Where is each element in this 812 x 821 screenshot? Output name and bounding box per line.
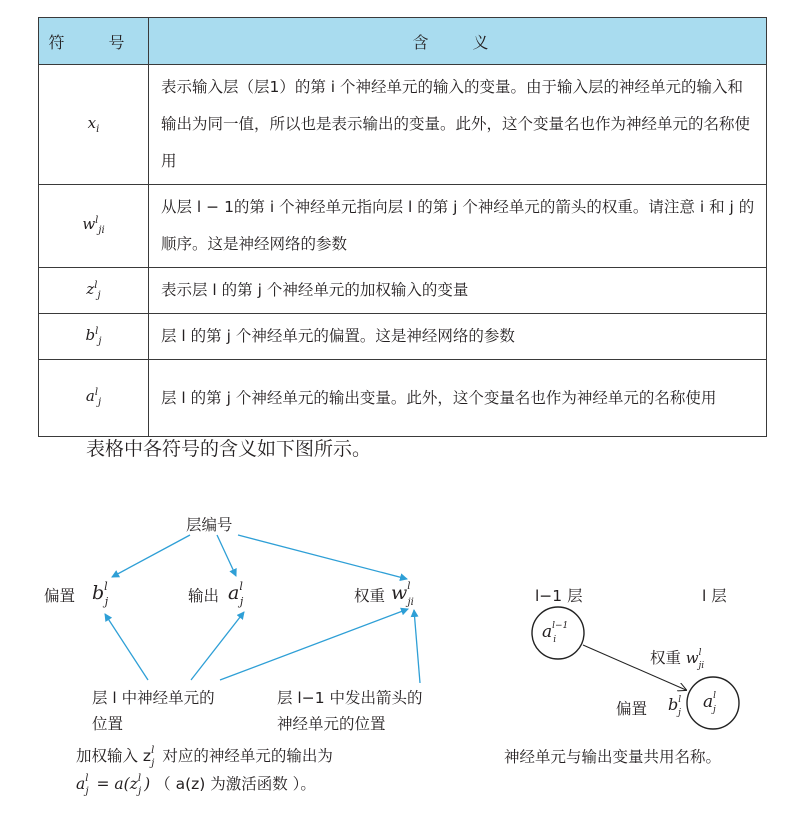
meaning-cell: 层 l 的第 j 个神经单元的偏置。这是神经网络的参数 [149, 314, 767, 360]
right-diagram-caption: 神经单元与输出变量共用名称。 [504, 748, 722, 766]
neuron-cur-symbol: $a^l_j$ [703, 691, 717, 715]
output-label: 输出 [188, 587, 220, 605]
meaning-cell: 层 l 的第 j 个神经单元的输出变量。此外，这个变量名也作为神经单元的名称使用 [149, 360, 767, 437]
arrow-to-output [217, 535, 236, 576]
prev-layer-label: l−1 层 [535, 587, 583, 605]
arrow-pos-to-bias [105, 614, 148, 680]
header-symbol: 符 号 [39, 18, 149, 65]
meaning-cell: 表示层 l 的第 j 个神经单元的加权输入的变量 [149, 268, 767, 314]
bias-symbol: $b^l_j$ [92, 580, 109, 608]
symbol-cell: $a^l_j$ [39, 360, 149, 437]
header-meaning: 含 义 [149, 18, 767, 65]
arrow-to-bias [112, 535, 190, 577]
arrow-to-weight [238, 535, 407, 579]
neuron-bias-label: 偏置 [616, 700, 648, 718]
bias-label: 偏置 [44, 587, 76, 605]
weight-symbol: $w^l_{ji}$ [391, 581, 414, 608]
symbol-cell: $w^l_{ji}$ [39, 185, 149, 268]
arrow-prev-to-weight [414, 610, 420, 683]
symbol-cell: $z^l_j$ [39, 268, 149, 314]
weight-label: 权重 [354, 587, 386, 605]
layer-number-label: 层编号 [186, 516, 233, 534]
neuron-bias-symbol: $b^l_j$ [668, 695, 682, 718]
arrow-pos-to-output [191, 612, 244, 680]
connection-weight-label: 权重 $w^l_{ji}$ [650, 648, 705, 671]
arrow-pos-to-weight [220, 609, 408, 680]
meaning-cell: 表示输入层（层1）的第 i 个神经单元的输入的变量。由于输入层的神经单元的输入和输出为同一值，所以也是表示输出的变量。此外，这个变量名也作为神经单元的名称使用 [149, 65, 767, 185]
symbol-cell: $b^l_j$ [39, 314, 149, 360]
diagram-note: 加权输入 $z^l_j$ 对应的神经单元的输出为 $a^l_j = a(z^l_j$ ) （ a(z) 为激活函数 ）。 [76, 745, 333, 797]
output-symbol: $a^l_j$ [228, 580, 244, 608]
current-layer-label: l 层 [702, 587, 727, 605]
position-prev-layer-label: 层 l−1 中发出箭头的 神经单元的位置 [277, 689, 423, 733]
meaning-cell: 从层 l − 1的第 i 个神经单元指向层 l 的第 j 个神经单元的箭头的权重。请注意 i 和 j 的顺序。这是神经网络的参数 [149, 185, 767, 268]
position-in-layer-label: 层 l 中神经单元的 位置 [92, 689, 215, 733]
section-caption: 表格中各符号的含义如下图所示。 [86, 438, 372, 460]
neuron-prev-symbol: $a^{l-1}_i$ [542, 621, 569, 645]
symbol-cell: $x_i$ [39, 65, 149, 185]
